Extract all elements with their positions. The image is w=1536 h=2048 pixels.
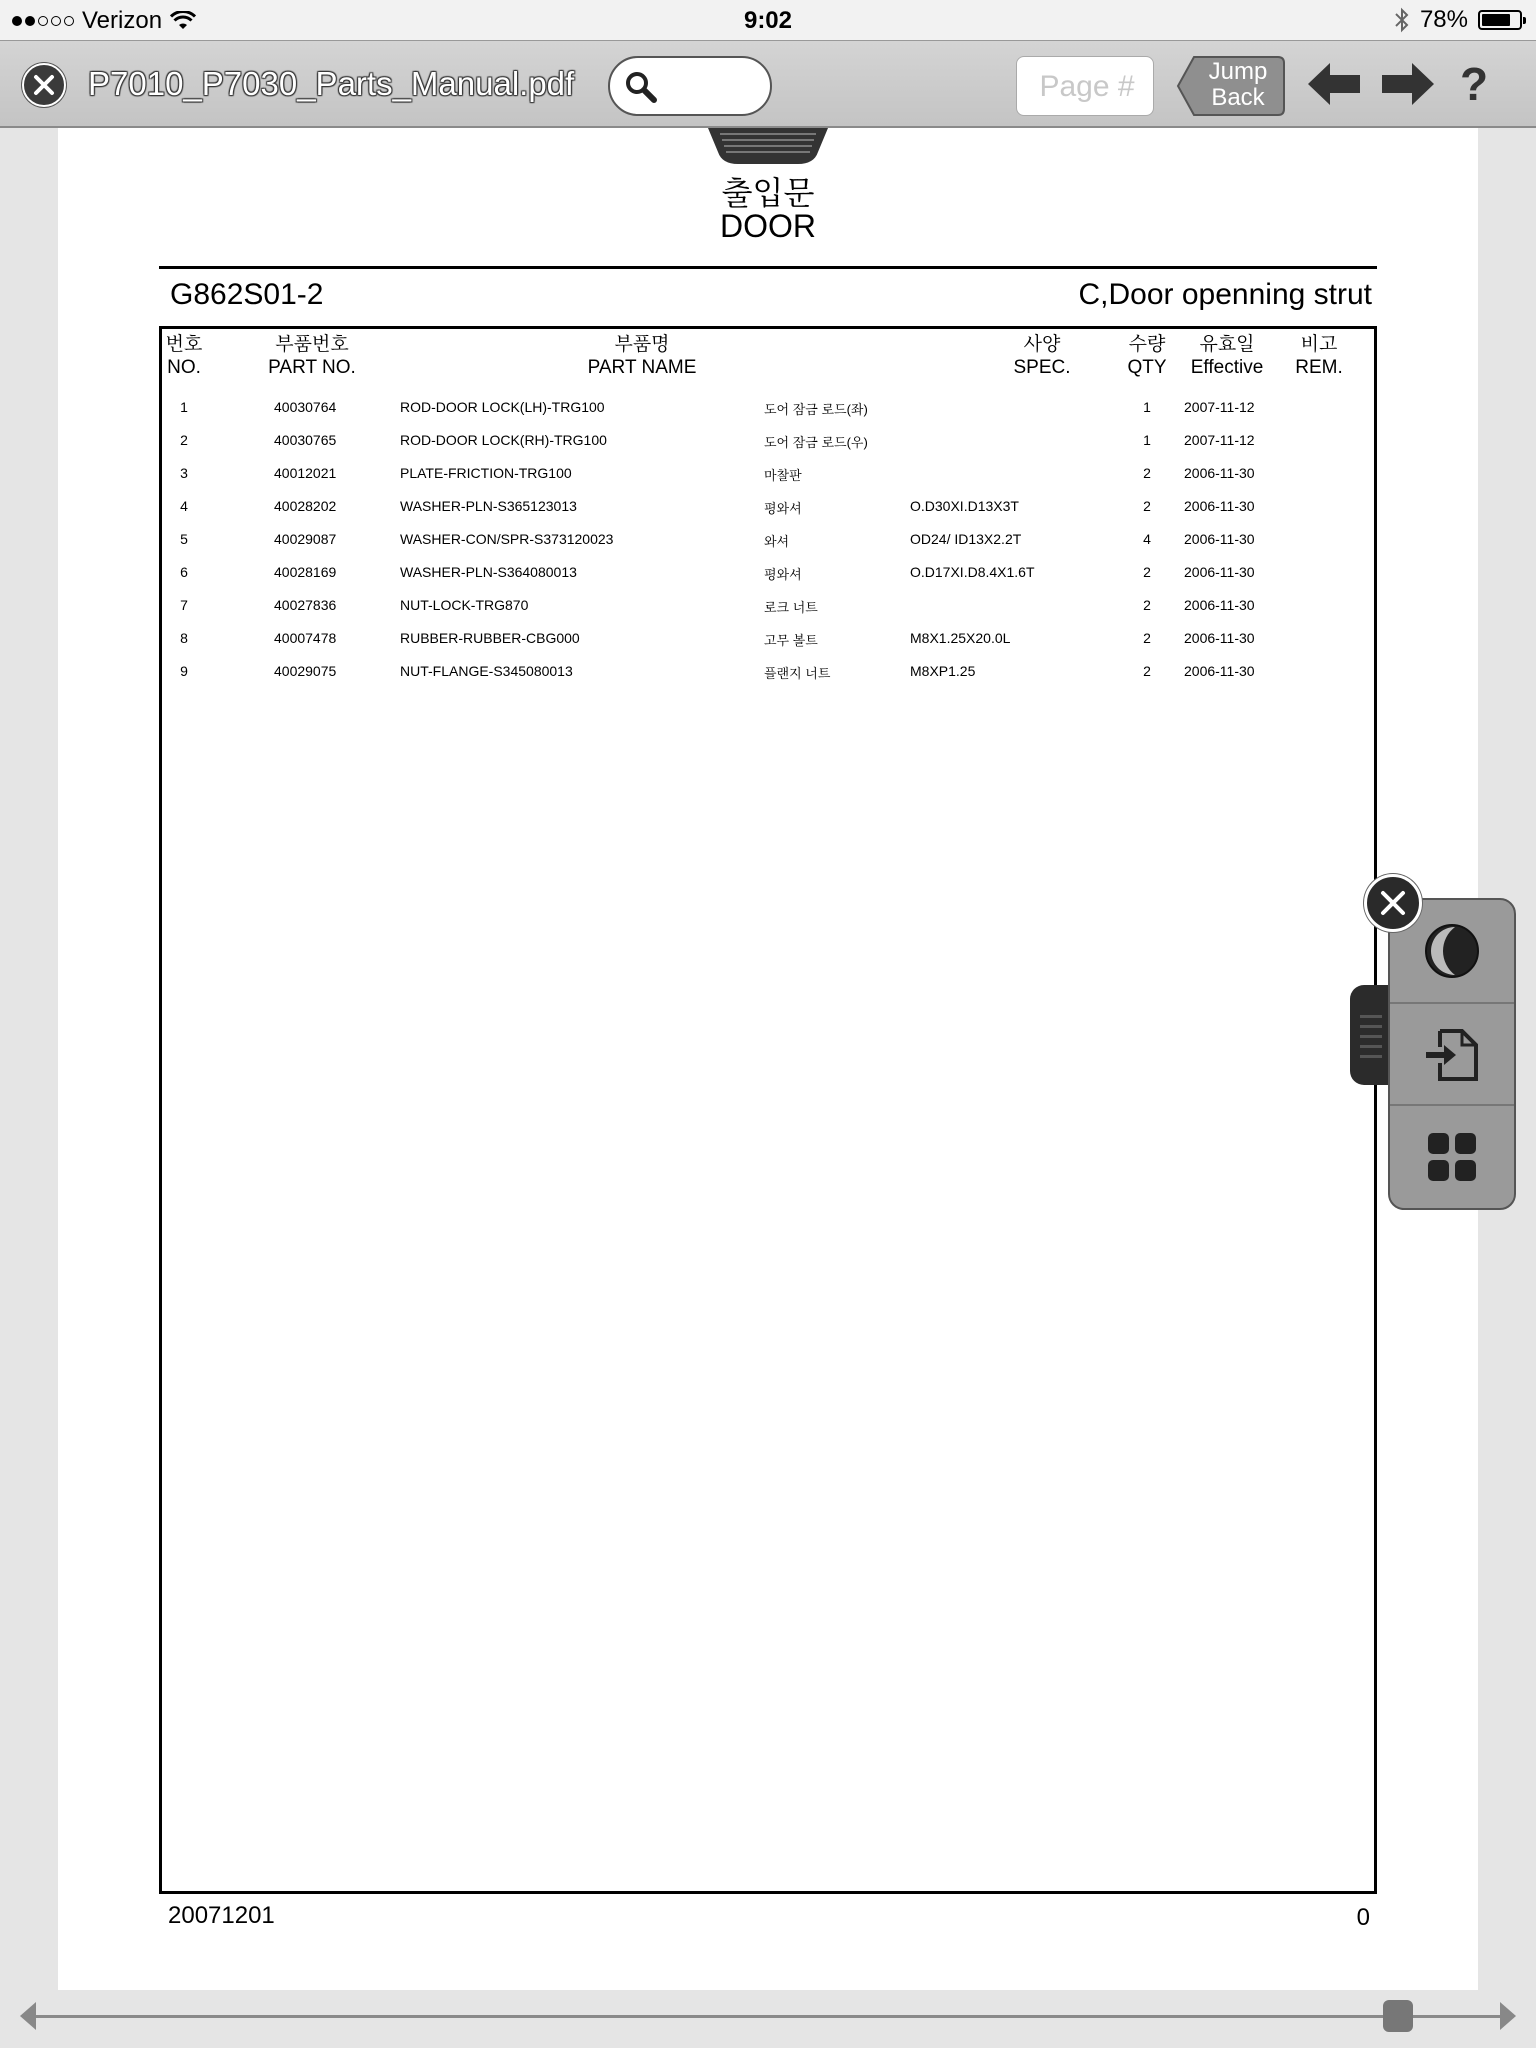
- table-row: [162, 391, 1374, 424]
- quick-actions-panel: [1388, 898, 1516, 1210]
- table-row: [162, 424, 1374, 457]
- cell-effective: 2006-11-30: [1184, 630, 1255, 646]
- cell-qty: 2: [1143, 630, 1151, 646]
- cell-effective: 2007-11-12: [1184, 432, 1255, 448]
- col-header-spec: [992, 333, 1092, 379]
- battery-percent: 78%: [1419, 6, 1468, 33]
- cell-qty: 1: [1143, 432, 1151, 448]
- close-panel-button[interactable]: [1364, 874, 1422, 932]
- cell-part-name-en: NUT-FLANGE-S345080013: [400, 663, 573, 679]
- thumbnails-grid-icon: [1424, 1129, 1480, 1185]
- cell-part-no: 40030764: [274, 399, 337, 415]
- page-scrubber[interactable]: [0, 1990, 1536, 2048]
- col-header-qty: [1122, 333, 1172, 379]
- cell-qty: 2: [1143, 498, 1151, 514]
- cell-spec: M8XP1.25: [910, 663, 976, 679]
- handle-grip-line: [1360, 1055, 1382, 1058]
- search-icon: [624, 70, 658, 104]
- col-header-part-no-ko: 부품번호: [275, 334, 349, 355]
- jump-back-button[interactable]: [1176, 55, 1286, 117]
- cell-part-name-ko: 로크 너트: [764, 600, 818, 615]
- cell-no: 8: [180, 630, 188, 646]
- section-title-korean: 출입문: [721, 174, 815, 212]
- table-row: [162, 556, 1374, 589]
- cell-part-name-ko: 플랜지 너트: [764, 666, 831, 681]
- battery-level: [1482, 14, 1510, 26]
- cell-effective: 2006-11-30: [1184, 498, 1255, 514]
- col-header-spec-en: SPEC.: [1013, 357, 1071, 378]
- cell-part-name-ko: 평와셔: [764, 501, 802, 516]
- battery-icon: [1478, 10, 1522, 30]
- handle-grip-line: [1360, 1015, 1382, 1018]
- cell-no: 3: [180, 465, 188, 481]
- cell-no: 2: [180, 432, 188, 448]
- cell-effective: 2006-11-30: [1184, 597, 1255, 613]
- cell-part-no: 40029087: [274, 531, 337, 547]
- table-row: [162, 457, 1374, 490]
- col-header-effective-ko: 유효일: [1199, 334, 1255, 355]
- panel-drag-handle[interactable]: [1350, 985, 1390, 1085]
- cell-spec: O.D17XI.D8.4X1.6T: [910, 564, 1035, 580]
- search-input[interactable]: [666, 68, 766, 106]
- group-name: C,Door openning strut: [1078, 278, 1372, 311]
- cell-part-name-en: NUT-LOCK-TRG870: [400, 597, 529, 613]
- cell-no: 4: [180, 498, 188, 514]
- cell-effective: 2006-11-30: [1184, 564, 1255, 580]
- scrubber-left-arrow-icon: [20, 2002, 36, 2030]
- table-row: [162, 622, 1374, 655]
- handle-grip-line: [1360, 1035, 1382, 1038]
- cell-part-name-ko: 도어 잠금 로드(좌): [764, 402, 868, 417]
- col-header-no-ko: 번호: [165, 334, 203, 355]
- cell-part-name-en: WASHER-CON/SPR-S373120023: [400, 531, 614, 547]
- close-icon: [33, 74, 55, 96]
- cell-no: 6: [180, 564, 188, 580]
- cell-part-name-en: PLATE-FRICTION-TRG100: [400, 465, 572, 481]
- table-row: [162, 655, 1374, 688]
- col-header-effective: [1182, 333, 1272, 379]
- help-button[interactable]: ?: [1460, 58, 1489, 110]
- night-mode-icon: [1422, 921, 1482, 981]
- col-header-part-name-en: PART NAME: [587, 357, 697, 378]
- cell-part-no: 40007478: [274, 630, 337, 646]
- carrier-label: Verizon: [82, 7, 163, 34]
- cell-effective: 2006-11-30: [1184, 663, 1255, 679]
- cell-no: 5: [180, 531, 188, 547]
- next-page-arrow-icon[interactable]: [1380, 61, 1436, 107]
- handle-grip-line: [1360, 1025, 1382, 1028]
- cell-qty: 2: [1143, 663, 1151, 679]
- col-header-rem-ko: 비고: [1300, 334, 1338, 355]
- cell-part-no: 40030765: [274, 432, 337, 448]
- thumbnails-button[interactable]: [1390, 1104, 1514, 1208]
- col-header-part-name: [542, 333, 742, 379]
- page-number-field[interactable]: [1016, 56, 1154, 116]
- jump-back-label-line1: Jump: [1208, 58, 1268, 85]
- cell-part-name-ko: 고무 볼트: [764, 633, 818, 648]
- handle-grip-line: [1360, 1045, 1382, 1048]
- col-header-part-no: [242, 333, 382, 379]
- cell-no: 7: [180, 597, 188, 613]
- cell-part-name-en: WASHER-PLN-S364080013: [400, 564, 577, 580]
- cell-part-name-ko: 평와셔: [764, 567, 802, 582]
- parts-table: [159, 326, 1377, 1894]
- section-tab-graphic: [708, 128, 828, 168]
- cell-part-name-en: ROD-DOOR LOCK(LH)-TRG100: [400, 399, 605, 415]
- cell-qty: 2: [1143, 564, 1151, 580]
- close-icon: [1379, 889, 1407, 917]
- pdf-page[interactable]: [58, 128, 1478, 1990]
- col-header-rem: [1284, 333, 1354, 379]
- cell-part-name-ko: 마찰판: [764, 468, 802, 483]
- table-row: [162, 523, 1374, 556]
- scrubber-track[interactable]: [36, 2015, 1500, 2018]
- jump-back-label: [1194, 59, 1282, 111]
- footer-page-number: 0: [1356, 1904, 1370, 1931]
- jump-back-label-line2: Back: [1211, 84, 1265, 111]
- cell-part-no: 40012021: [274, 465, 337, 481]
- cell-part-no: 40029075: [274, 663, 337, 679]
- header-rule: [159, 266, 1377, 269]
- scrubber-thumb[interactable]: [1383, 2000, 1413, 2032]
- col-header-qty-ko: 수량: [1128, 334, 1166, 355]
- cell-qty: 1: [1143, 399, 1151, 415]
- footer-date: 20071201: [168, 1902, 275, 1929]
- page-gutter-left: [0, 128, 58, 1990]
- col-header-no: [164, 333, 204, 379]
- cell-effective: 2006-11-30: [1184, 531, 1255, 547]
- go-to-page-button[interactable]: [1390, 1002, 1514, 1106]
- table-row: [162, 490, 1374, 523]
- cell-part-name-ko: 와셔: [764, 534, 790, 549]
- cell-part-no: 40028169: [274, 564, 337, 580]
- cell-part-no: 40028202: [274, 498, 337, 514]
- cell-part-name-en: ROD-DOOR LOCK(RH)-TRG100: [400, 432, 607, 448]
- cell-qty: 4: [1143, 531, 1151, 547]
- page-number-input[interactable]: [1017, 57, 1157, 117]
- table-row: [162, 589, 1374, 622]
- cell-spec: O.D30XI.D13X3T: [910, 498, 1019, 514]
- reader-toolbar: [0, 40, 1536, 128]
- search-field[interactable]: [608, 56, 772, 116]
- status-bar: [0, 0, 1536, 40]
- go-to-page-icon: [1422, 1025, 1482, 1085]
- cell-no: 1: [180, 399, 188, 415]
- col-header-spec-ko: 사양: [1023, 334, 1061, 355]
- cell-part-name-en: RUBBER-RUBBER-CBG000: [400, 630, 580, 646]
- cell-spec: M8X1.25X20.0L: [910, 630, 1011, 646]
- close-document-button[interactable]: [22, 63, 66, 107]
- clock: 9:02: [743, 7, 793, 34]
- cell-qty: 2: [1143, 597, 1151, 613]
- cell-part-name-ko: 도어 잠금 로드(우): [764, 435, 868, 450]
- col-header-qty-en: QTY: [1127, 357, 1167, 378]
- section-title-english: DOOR: [720, 208, 816, 244]
- cell-qty: 2: [1143, 465, 1151, 481]
- col-header-part-no-en: PART NO.: [268, 357, 356, 378]
- col-header-part-name-ko: 부품명: [614, 334, 670, 355]
- document-title: P7010_P7030_Parts_Manual.pdf: [88, 65, 575, 102]
- col-header-rem-en: REM.: [1295, 357, 1343, 378]
- scrubber-right-arrow-icon: [1500, 2002, 1516, 2030]
- previous-page-arrow-icon[interactable]: [1306, 61, 1362, 107]
- status-right: [1394, 6, 1522, 34]
- cell-part-no: 40027836: [274, 597, 337, 613]
- cell-part-name-en: WASHER-PLN-S365123013: [400, 498, 577, 514]
- col-header-no-en: NO.: [167, 357, 201, 378]
- col-header-effective-en: Effective: [1190, 357, 1264, 378]
- cell-no: 9: [180, 663, 188, 679]
- group-code: G862S01-2: [170, 278, 324, 311]
- cell-effective: 2006-11-30: [1184, 465, 1255, 481]
- cell-spec: OD24/ ID13X2.2T: [910, 531, 1022, 547]
- bluetooth-icon: [1394, 7, 1410, 33]
- cell-effective: 2007-11-12: [1184, 399, 1255, 415]
